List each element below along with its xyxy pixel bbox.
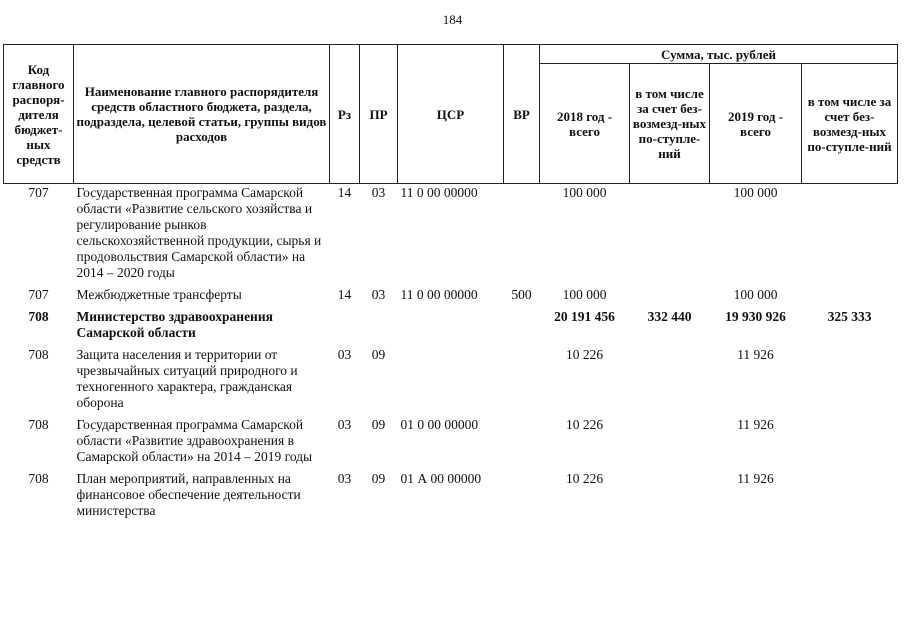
- row-pr: 03: [371, 287, 386, 302]
- row-vr: [504, 184, 540, 287]
- table-row: [4, 184, 898, 287]
- row-rz: [330, 308, 360, 346]
- header-csr: ЦСР: [398, 45, 504, 184]
- header-2018-free: в том числе за счет без-возмезд-ных по-ступле-ний: [630, 64, 710, 184]
- row-2019-free: [802, 286, 898, 308]
- table-row: [4, 308, 898, 346]
- row-2018-total: 100 000: [562, 185, 607, 200]
- row-name: Государственная программа Самарской области «Развитие здравоохранения в Самарской области» на 2014 – 2019 годы: [76, 417, 313, 464]
- row-csr: 11 0 00 00000: [400, 287, 478, 302]
- row-code: 708: [28, 347, 49, 362]
- row-vr: 500: [511, 287, 532, 302]
- row-2018-total: 20 191 456: [554, 309, 615, 324]
- row-rz: 03: [337, 347, 352, 362]
- header-code: Код главного распоря-дителя бюджет-ных средств: [4, 45, 74, 184]
- table-header: [4, 45, 898, 184]
- row-2019-free: [802, 416, 898, 470]
- row-vr: [504, 346, 540, 416]
- row-rz: 03: [337, 471, 352, 486]
- header-2019-free: в том числе за счет без-возмезд-ных по-ступле-ний: [802, 64, 898, 184]
- row-2019-total: 19 930 926: [725, 309, 786, 324]
- table-row: [4, 416, 898, 470]
- row-2018-total: 10 226: [565, 417, 604, 432]
- header-pr: ПР: [360, 45, 398, 184]
- row-2018-free: [630, 416, 710, 470]
- row-2019-total: 11 926: [737, 417, 774, 432]
- row-code: 708: [28, 309, 49, 324]
- row-2018-total: 10 226: [565, 471, 604, 486]
- row-2018-free: [630, 184, 710, 287]
- row-vr: [504, 416, 540, 470]
- row-name: Защита населения и территории от чрезвычайных ситуаций природного и техногенного характера, гражданская оборона: [76, 347, 298, 410]
- row-2019-total: 11 926: [737, 471, 774, 486]
- table-body: [4, 184, 898, 525]
- row-code: 707: [28, 287, 49, 302]
- header-2018-total: 2018 год - всего: [540, 64, 630, 184]
- header-rz: Рз: [330, 45, 360, 184]
- row-code: 707: [28, 185, 49, 200]
- row-2019-free: [802, 470, 898, 524]
- row-pr: 09: [371, 417, 386, 432]
- row-csr: 11 0 00 00000: [400, 185, 478, 200]
- row-2019-free: 325 333: [827, 309, 872, 324]
- row-2019-free: [802, 184, 898, 287]
- row-vr: [504, 470, 540, 524]
- row-2019-total: 100 000: [733, 185, 778, 200]
- header-2019-total: 2019 год - всего: [710, 64, 802, 184]
- row-rz: 14: [337, 287, 352, 302]
- row-name: Министерство здравоохранения Самарской области: [76, 309, 273, 340]
- row-2019-free: [802, 346, 898, 416]
- row-csr: 01 0 00 00000: [400, 417, 479, 432]
- table-row: [4, 286, 898, 308]
- row-code: 708: [28, 417, 49, 432]
- row-name: План мероприятий, направленных на финансовое обеспечение деятельности министерства: [76, 471, 301, 518]
- row-2018-total: 100 000: [562, 287, 607, 302]
- table-row: [4, 346, 898, 416]
- row-csr: [398, 308, 504, 346]
- row-name: Государственная программа Самарской области «Развитие сельского хозяйства и регулирование рынков сельскохозяйственной продукции, сырья и продовольствия Самарской области» на 2014 – 2020 годы: [76, 185, 322, 280]
- row-2018-free: [630, 346, 710, 416]
- page-number: 184: [442, 12, 463, 27]
- table-row: [4, 470, 898, 524]
- row-code: 708: [28, 471, 49, 486]
- header-name: Наименование главного распорядителя средств областного бюджета, раздела, подраздела, целевой статьи, группы видов расходов: [74, 45, 330, 184]
- row-pr: 09: [371, 347, 386, 362]
- row-pr: 09: [371, 471, 386, 486]
- row-name: Межбюджетные трансферты: [76, 287, 242, 302]
- row-csr: 01 А 00 00000: [400, 471, 482, 486]
- row-pr: 03: [371, 185, 386, 200]
- row-2018-free: [630, 286, 710, 308]
- row-2018-free: [630, 470, 710, 524]
- header-vr: ВР: [504, 45, 540, 184]
- budget-table: [3, 44, 898, 524]
- header-sum: Сумма, тыс. рублей: [540, 45, 898, 64]
- row-csr: [398, 346, 504, 416]
- row-vr: [504, 308, 540, 346]
- row-2018-free: 332 440: [647, 309, 692, 324]
- row-pr: [360, 308, 398, 346]
- row-2019-total: 11 926: [737, 347, 774, 362]
- row-2019-total: 100 000: [733, 287, 778, 302]
- row-rz: 03: [337, 417, 352, 432]
- row-rz: 14: [337, 185, 352, 200]
- row-2018-total: 10 226: [565, 347, 604, 362]
